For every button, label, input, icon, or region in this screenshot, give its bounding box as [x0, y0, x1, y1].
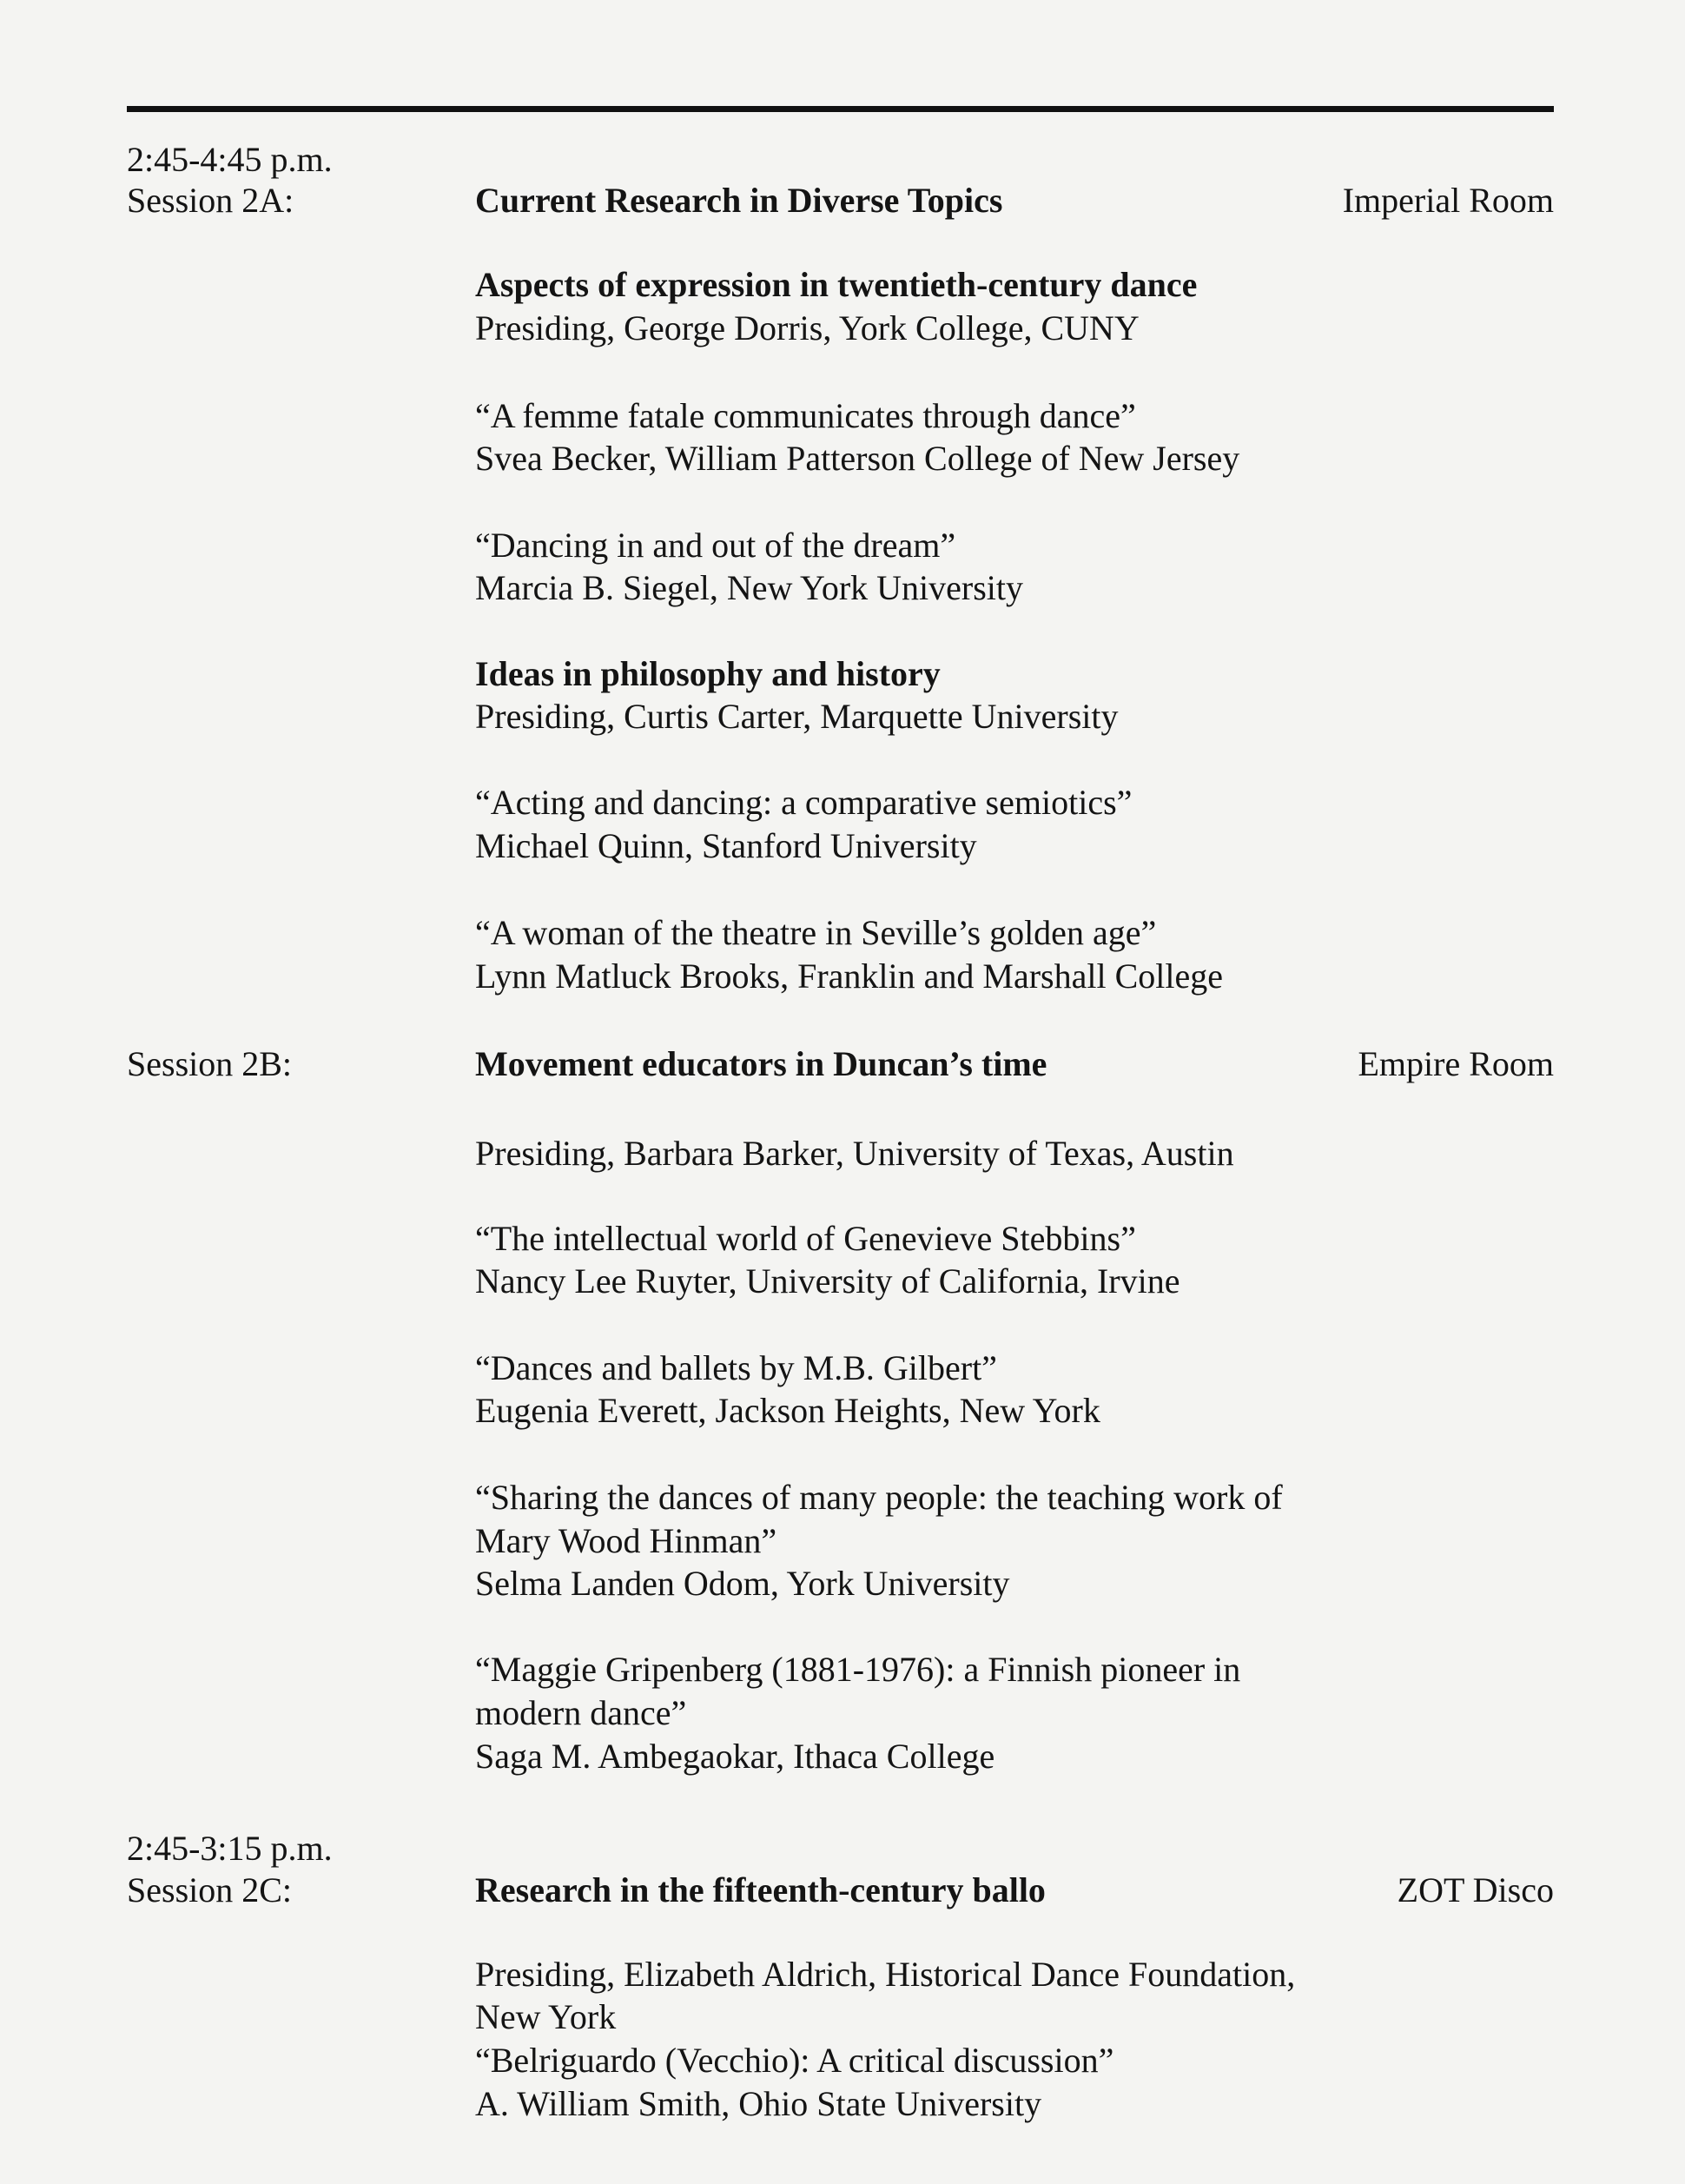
paper-author: Lynn Matluck Brooks, Franklin and Marshall College	[475, 956, 1223, 996]
session-2b-label: Session 2B:	[127, 1044, 293, 1083]
session-2a-title: Current Research in Diverse Topics	[475, 181, 1003, 220]
paper-author: Nancy Lee Ruyter, University of California, Irvine	[475, 1261, 1180, 1300]
panel-presiding: Presiding, Curtis Carter, Marquette University	[475, 697, 1119, 736]
session-2c-label: Session 2C:	[127, 1870, 293, 1909]
paper-author: Svea Becker, William Patterson College of New Jersey	[475, 439, 1240, 478]
session-2a-time: 2:45-4:45 p.m.	[127, 140, 333, 179]
session-2b-presiding: Presiding, Barbara Barker, University of Texas, Austin	[475, 1134, 1234, 1173]
session-2c-title: Research in the fifteenth-century ballo	[475, 1870, 1046, 1909]
paper-title: “Acting and dancing: a comparative semiotics”	[475, 783, 1133, 822]
session-2a-room: Imperial Room	[1342, 181, 1554, 220]
session-2a-label: Session 2A:	[127, 181, 294, 220]
session-2c-room: ZOT Disco	[1397, 1870, 1554, 1909]
paper-title-line1: “Maggie Gripenberg (1881-1976): a Finnish pioneer in	[475, 1650, 1241, 1689]
paper-title-line2: Mary Wood Hinman”	[475, 1521, 777, 1560]
paper-title: “A femme fatale communicates through dance”	[475, 396, 1136, 435]
paper-author: Selma Landen Odom, York University	[475, 1564, 1010, 1603]
paper-author: Michael Quinn, Stanford University	[475, 826, 977, 865]
paper-title-line2: modern dance”	[475, 1693, 687, 1732]
session-2c-time: 2:45-3:15 p.m.	[127, 1829, 333, 1868]
session-2c-presiding-line1: Presiding, Elizabeth Aldrich, Historical Dance Foundation,	[475, 1955, 1296, 1994]
session-2b-title: Movement educators in Duncan’s time	[475, 1044, 1047, 1083]
paper-title: “The intellectual world of Genevieve Stebbins”	[475, 1219, 1136, 1258]
panel-presiding: Presiding, George Dorris, York College, CUNY	[475, 308, 1140, 347]
paper-author: Marcia B. Siegel, New York University	[475, 568, 1024, 607]
paper-title: “Belriguardo (Vecchio): A critical discussion”	[475, 2041, 1114, 2080]
paper-author: Eugenia Everett, Jackson Heights, New York	[475, 1391, 1100, 1430]
paper-title: “Dancing in and out of the dream”	[475, 526, 956, 565]
panel-heading: Ideas in philosophy and history	[475, 654, 941, 693]
paper-author: Saga M. Ambegaokar, Ithaca College	[475, 1737, 995, 1776]
paper-title: “A woman of the theatre in Seville’s golden age”	[475, 913, 1157, 952]
session-2b-room: Empire Room	[1358, 1044, 1554, 1083]
session-2c-presiding-line2: New York	[475, 1997, 617, 2036]
top-rule	[127, 106, 1554, 112]
paper-author: A. William Smith, Ohio State University	[475, 2084, 1042, 2123]
panel-heading: Aspects of expression in twentieth-century dance	[475, 265, 1198, 304]
paper-title-line1: “Sharing the dances of many people: the teaching work of	[475, 1478, 1283, 1517]
paper-title: “Dances and ballets by M.B. Gilbert”	[475, 1348, 997, 1387]
